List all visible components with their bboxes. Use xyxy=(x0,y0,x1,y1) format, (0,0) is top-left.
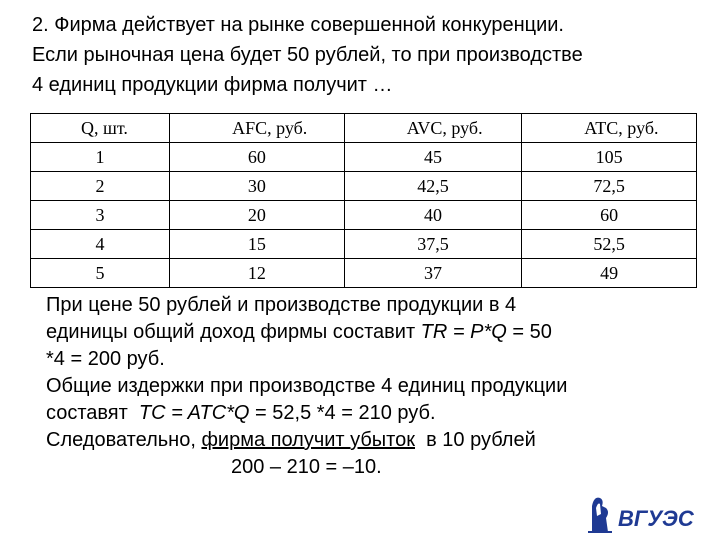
solution-text-fragment: единицы общий доход фирмы составит xyxy=(46,321,421,343)
question-line-3: 4 единиц продукции фирма получит … xyxy=(32,74,393,96)
cell-afc: 12 xyxy=(170,259,345,288)
cell-q: 1 xyxy=(31,143,170,172)
solution-line: При цене 50 рублей и производстве продукции в 4 xyxy=(46,294,517,316)
cell-afc: 60 xyxy=(170,143,345,172)
cell-avc: 40 xyxy=(344,201,522,230)
cell-atc: 72,5 xyxy=(522,172,697,201)
cell-afc: 30 xyxy=(170,172,345,201)
solution-line xyxy=(46,400,696,427)
cell-q: 3 xyxy=(31,201,170,230)
solution-line xyxy=(46,427,696,454)
tr-formula: TR = P*Q xyxy=(420,321,507,343)
table-header-row xyxy=(31,114,697,143)
cell-afc: 15 xyxy=(170,230,345,259)
question-text xyxy=(32,10,702,100)
cell-avc: 45 xyxy=(344,143,522,172)
table-row xyxy=(31,143,697,172)
table-row xyxy=(31,172,697,201)
table-row xyxy=(31,230,697,259)
question-line-1: 2. Фирма действует на рынке совершенной конкуренции. xyxy=(32,14,564,36)
cell-avc: 42,5 xyxy=(344,172,522,201)
solution-text-fragment: = 50 xyxy=(506,321,552,343)
solution-line: *4 = 200 руб. xyxy=(46,348,165,370)
solution-line xyxy=(46,319,696,346)
table-row xyxy=(31,259,697,288)
cell-avc: 37 xyxy=(344,259,522,288)
header-afc: AFC, руб. xyxy=(170,114,345,143)
cell-q: 4 xyxy=(31,230,170,259)
university-emblem-icon xyxy=(588,498,612,532)
logo-text: ВГУЭС xyxy=(618,506,694,531)
cell-atc: 60 xyxy=(522,201,697,230)
cell-atc: 52,5 xyxy=(522,230,697,259)
cell-avc: 37,5 xyxy=(344,230,522,259)
calculation-line: 200 – 210 = –10. xyxy=(231,456,382,478)
solution-line: Общие издержки при производстве 4 единиц продукции xyxy=(46,375,568,397)
cost-table xyxy=(30,113,697,288)
cell-atc: 49 xyxy=(522,259,697,288)
cell-q: 5 xyxy=(31,259,170,288)
solution-text-fragment: = 52,5 *4 = 210 руб. xyxy=(249,402,436,424)
table-row xyxy=(31,201,697,230)
header-atc: ATC, руб. xyxy=(522,114,697,143)
solution-text-fragment: составят xyxy=(46,402,139,424)
tc-formula: TC = ATC*Q xyxy=(138,402,250,424)
header-avc: AVC, руб. xyxy=(344,114,522,143)
solution-text-fragment: в 10 рублей xyxy=(415,429,536,451)
header-q: Q, шт. xyxy=(31,114,170,143)
solution-text-fragment: Следовательно, xyxy=(46,429,202,451)
solution-text xyxy=(46,292,696,481)
cell-afc: 20 xyxy=(170,201,345,230)
university-logo xyxy=(584,492,696,536)
cell-atc: 105 xyxy=(522,143,697,172)
conclusion-underlined: фирма получит убыток xyxy=(201,429,415,451)
cell-q: 2 xyxy=(31,172,170,201)
question-line-2: Если рыночная цена будет 50 рублей, то при производстве xyxy=(32,44,583,66)
